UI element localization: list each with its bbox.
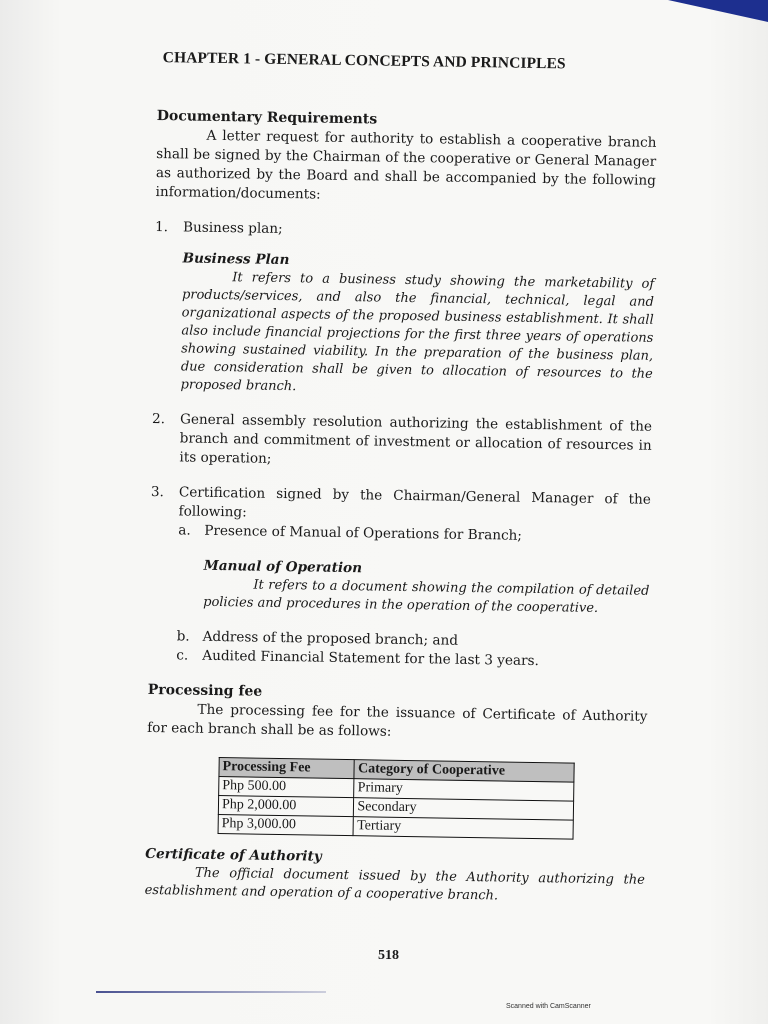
sub-text: Presence of Manual of Operations for Branch; [204,522,523,544]
page-content [144,40,657,908]
list-item-2 [151,410,652,475]
sub-letter: b. [176,628,190,645]
scanner-watermark: Scanned with CamScanner [506,1003,591,1010]
business-plan-definition [180,249,654,401]
sub-letter: c. [176,647,189,664]
list-text: Certification signed by the Chairman/General Manager of the following: [178,484,651,521]
sub-text: Audited Financial Statement for the last 3 years. [202,647,539,670]
table-header-category: Category of Cooperative [354,760,574,782]
certificate-heading: Certificate of Authority [145,845,322,865]
category-cell: Secondary [354,798,574,820]
chapter-title: CHAPTER 1 - GENERAL CONCEPTS AND PRINCIPLES [162,49,566,73]
fee-cell: Php 3,000.00 [218,815,354,836]
processing-fee-heading: Processing fee [147,681,263,700]
fee-cell: Php 500.00 [219,777,355,798]
page-number: 518 [378,948,399,963]
manual-definition [203,557,650,619]
footer-line [96,991,326,993]
list-number: 3. [150,483,165,501]
fee-cell: Php 2,000.00 [218,796,354,817]
documentary-intro: A letter request for authority to establish a cooperative branch shall be signed by the Chairman of the cooperative or General Manager as authorized by the Board and shall be accompanied by the following information/documents: [155,127,657,203]
processing-fee-text: The processing fee for the issuance of Certificate of Authority for each branch shall be as follows: [147,701,648,740]
business-plan-text: It refers to a business study showing the marketability of products/services, and also the financial, technical, legal and organizational aspects of the proposed business establishment. It shall also include financial projections for the first three years of operations showing sustained viability. In the preparation of the business plan, due consideration shall be given to allocation of resources to the proposed branch. [180,270,655,395]
sub-letter: a. [178,522,191,539]
sub-text: Address of the proposed branch; and [202,628,459,649]
processing-fee-table [218,757,575,840]
table-header-fee: Processing Fee [219,758,355,779]
list-number: 1. [154,218,169,236]
documentary-heading: Documentary Requirements [156,107,378,128]
certificate-text: The official document issued by the Authority authorizing the establishment and operation of a cooperative branch. [144,865,645,904]
list-text: General assembly resolution authorizing the establishment of the branch and commitment of investment or allocation of resources in its operation; [179,411,653,467]
category-cell: Primary [354,779,574,801]
manual-text: It refers to a document showing the compilation of detailed policies and procedures in the operation of the cooperative. [203,577,650,616]
business-plan-heading: Business Plan [182,250,290,269]
list-text: Business plan; [182,219,283,237]
category-cell: Tertiary [353,817,573,839]
list-number: 2. [151,410,166,428]
manual-heading: Manual of Operation [203,557,363,577]
corner-accent [668,0,768,22]
